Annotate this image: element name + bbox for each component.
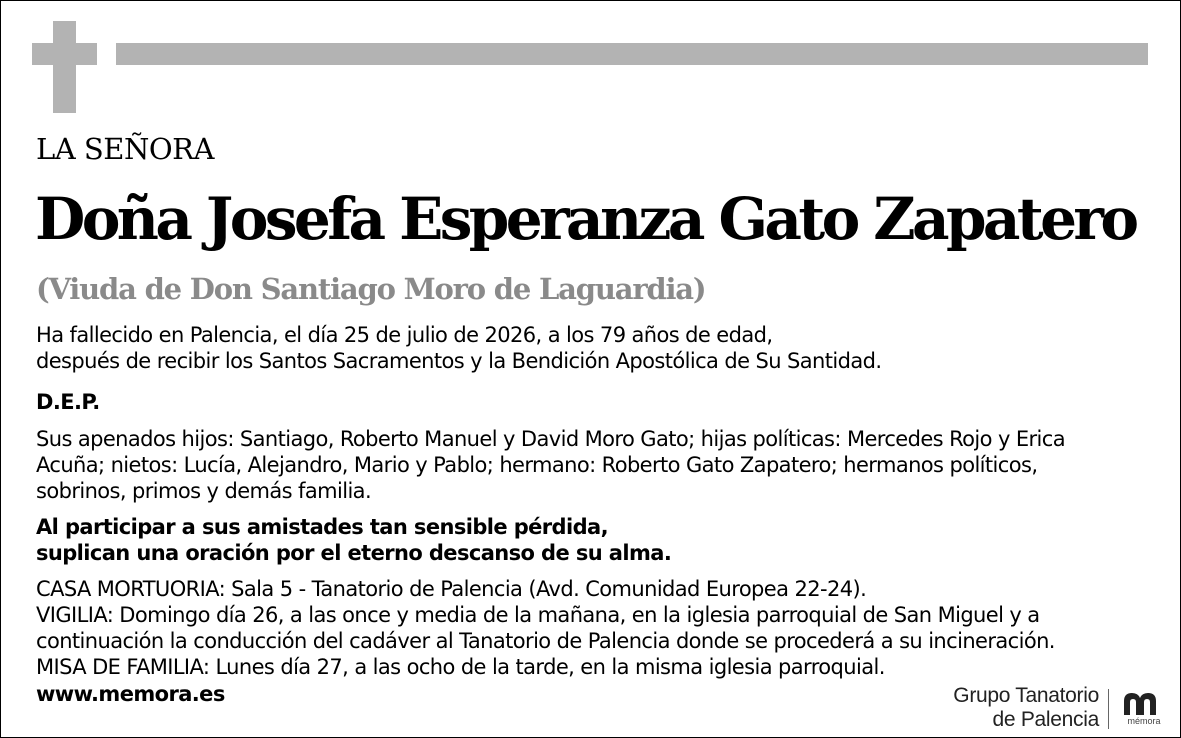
info-line: VIGILIA: Domingo día 26, a las once y media de la mañana, en la iglesia parroquial de San Miguel y a <box>36 603 1040 627</box>
info-line: continuación la conducción del cadáver al Tanatorio de Palencia donde se procederá a su incineración. <box>36 629 1055 653</box>
family-line: sobrinos, primos y demás familia. <box>36 479 372 503</box>
cross-icon-horizontal-bar <box>32 43 97 65</box>
header-rule <box>116 43 1148 65</box>
death-line: Ha fallecido en Palencia, el día 25 de julio de 2026, a los 79 años de edad, <box>36 323 773 347</box>
cross-icon-vertical-bar <box>53 21 76 113</box>
prayer-request <box>36 514 1151 566</box>
death-line: después de recibir los Santos Sacramentos y la Bendición Apostólica de Su Santidad. <box>36 349 882 373</box>
widow-subtitle: (Viuda de Don Santiago Moro de Laguardia) <box>36 272 706 306</box>
funeral-home-line1: Grupo Tanatorio <box>953 684 1099 707</box>
memora-logo-label: mémora <box>1127 716 1161 726</box>
funeral-home-name <box>931 684 1099 732</box>
death-paragraph <box>36 322 1151 374</box>
logo-divider <box>1108 689 1109 729</box>
website-link[interactable]: www.memora.es <box>36 682 225 706</box>
title-prefix: LA SEÑORA <box>36 132 214 166</box>
info-line: MISA DE FAMILIA: Lunes día 27, a las ocho de la tarde, en la misma iglesia parroquial. <box>36 655 885 679</box>
request-line: Al participar a sus amistades tan sensible pérdida, <box>36 515 608 539</box>
family-line: Acuña; nietos: Lucía, Alejandro, Mario y Pablo; hermano: Roberto Gato Zapatero; hermanos políticos, <box>36 453 1038 477</box>
deceased-name: Doña Josefa Esperanza Gato Zapatero <box>35 185 1136 253</box>
funeral-home-line2: de Palencia <box>992 708 1099 731</box>
info-line: CASA MORTUORIA: Sala 5 - Tanatorio de Palencia (Avd. Comunidad Europea 22-24). <box>36 577 867 601</box>
service-info <box>36 576 1151 680</box>
request-line: suplican una oración por el eterno descanso de su alma. <box>36 541 672 565</box>
family-line: Sus apenados hijos: Santiago, Roberto Manuel y David Moro Gato; hijas políticas: Mercedes Rojo y Erica <box>36 427 1065 451</box>
dep-label: D.E.P. <box>36 390 100 414</box>
family-paragraph <box>36 426 1151 504</box>
